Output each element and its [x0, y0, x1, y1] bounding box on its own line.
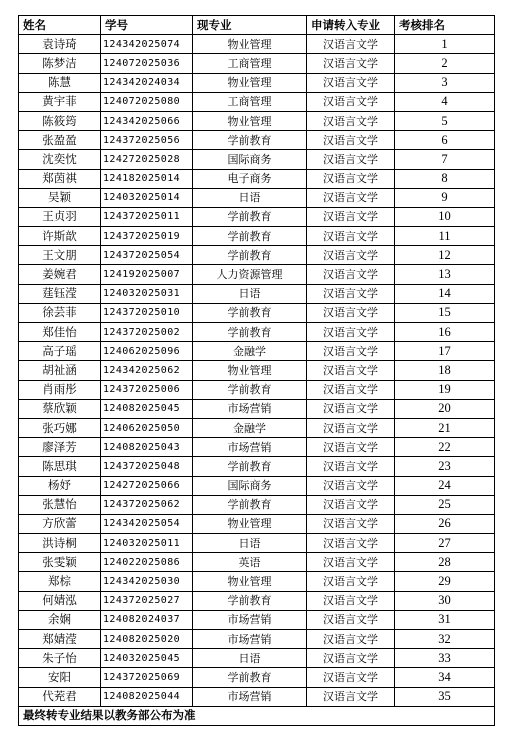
cell-applied-major: 汉语言文学	[307, 399, 395, 418]
cell-applied-major: 汉语言文学	[307, 227, 395, 246]
cell-applied-major: 汉语言文学	[307, 476, 395, 495]
cell-name: 高子瑶	[19, 342, 101, 361]
cell-rank: 12	[395, 246, 495, 265]
cell-applied-major: 汉语言文学	[307, 131, 395, 150]
cell-name: 郑佳怡	[19, 323, 101, 342]
cell-current-major: 日语	[193, 534, 307, 553]
cell-current-major: 日语	[193, 649, 307, 668]
cell-rank: 6	[395, 131, 495, 150]
header-name: 姓名	[19, 16, 101, 35]
cell-current-major: 学前教育	[193, 457, 307, 476]
table-row	[19, 73, 495, 92]
cell-current-major: 市场营销	[193, 438, 307, 457]
table-row	[19, 111, 495, 130]
cell-applied-major: 汉语言文学	[307, 553, 395, 572]
table-row	[19, 572, 495, 591]
cell-current-major: 学前教育	[193, 668, 307, 687]
cell-applied-major: 汉语言文学	[307, 73, 395, 92]
cell-name: 何婧泓	[19, 591, 101, 610]
table-row	[19, 150, 495, 169]
cell-name: 许斯歆	[19, 227, 101, 246]
cell-rank: 9	[395, 188, 495, 207]
table-row	[19, 227, 495, 246]
cell-student-id: 124372025019	[101, 227, 193, 246]
cell-name: 张盈盈	[19, 131, 101, 150]
cell-applied-major: 汉语言文学	[307, 323, 395, 342]
cell-rank: 28	[395, 553, 495, 572]
footer-row	[19, 706, 495, 725]
cell-applied-major: 汉语言文学	[307, 495, 395, 514]
cell-name: 陈筱筠	[19, 111, 101, 130]
table-row	[19, 418, 495, 437]
cell-rank: 27	[395, 534, 495, 553]
cell-student-id: 124072025036	[101, 54, 193, 73]
cell-current-major: 学前教育	[193, 323, 307, 342]
cell-name: 洪诗桐	[19, 534, 101, 553]
cell-name: 徐芸菲	[19, 303, 101, 322]
cell-current-major: 市场营销	[193, 630, 307, 649]
table-row	[19, 476, 495, 495]
cell-applied-major: 汉语言文学	[307, 572, 395, 591]
cell-current-major: 市场营销	[193, 399, 307, 418]
cell-name: 袁诗琦	[19, 35, 101, 54]
cell-current-major: 物业管理	[193, 572, 307, 591]
cell-current-major: 学前教育	[193, 303, 307, 322]
table-row	[19, 495, 495, 514]
cell-student-id: 124342024034	[101, 73, 193, 92]
cell-name: 黄宇菲	[19, 92, 101, 111]
cell-rank: 14	[395, 284, 495, 303]
transfer-ranking-table	[18, 15, 495, 726]
cell-applied-major: 汉语言文学	[307, 630, 395, 649]
cell-rank: 8	[395, 169, 495, 188]
table-row	[19, 303, 495, 322]
cell-applied-major: 汉语言文学	[307, 649, 395, 668]
cell-applied-major: 汉语言文学	[307, 303, 395, 322]
header-current-major: 现专业	[193, 16, 307, 35]
cell-rank: 19	[395, 380, 495, 399]
cell-rank: 17	[395, 342, 495, 361]
cell-rank: 13	[395, 265, 495, 284]
cell-name: 廖泽芳	[19, 438, 101, 457]
table-row	[19, 610, 495, 629]
cell-applied-major: 汉语言文学	[307, 342, 395, 361]
cell-name: 蔡欣颖	[19, 399, 101, 418]
cell-student-id: 124082025044	[101, 687, 193, 706]
footer-note: 最终转专业结果以教务部公布为准	[19, 706, 495, 725]
table-row	[19, 342, 495, 361]
table-row	[19, 246, 495, 265]
cell-applied-major: 汉语言文学	[307, 284, 395, 303]
cell-name: 郑棕	[19, 572, 101, 591]
header-applied-major: 申请转入专业	[307, 16, 395, 35]
cell-rank: 4	[395, 92, 495, 111]
cell-current-major: 学前教育	[193, 131, 307, 150]
cell-applied-major: 汉语言文学	[307, 534, 395, 553]
cell-rank: 29	[395, 572, 495, 591]
cell-applied-major: 汉语言文学	[307, 150, 395, 169]
cell-name: 莛钰滢	[19, 284, 101, 303]
table-row	[19, 399, 495, 418]
cell-name: 胡祉涵	[19, 361, 101, 380]
table-row	[19, 54, 495, 73]
cell-rank: 11	[395, 227, 495, 246]
cell-applied-major: 汉语言文学	[307, 207, 395, 226]
cell-name: 张巧娜	[19, 418, 101, 437]
cell-rank: 10	[395, 207, 495, 226]
cell-rank: 15	[395, 303, 495, 322]
table-row	[19, 131, 495, 150]
cell-applied-major: 汉语言文学	[307, 418, 395, 437]
cell-applied-major: 汉语言文学	[307, 35, 395, 54]
cell-student-id: 124272025028	[101, 150, 193, 169]
cell-current-major: 工商管理	[193, 54, 307, 73]
cell-student-id: 124082025043	[101, 438, 193, 457]
cell-student-id: 124372025027	[101, 591, 193, 610]
cell-current-major: 物业管理	[193, 514, 307, 533]
cell-name: 杨妤	[19, 476, 101, 495]
cell-student-id: 124372025006	[101, 380, 193, 399]
cell-rank: 32	[395, 630, 495, 649]
cell-applied-major: 汉语言文学	[307, 246, 395, 265]
cell-rank: 3	[395, 73, 495, 92]
cell-applied-major: 汉语言文学	[307, 361, 395, 380]
cell-current-major: 学前教育	[193, 591, 307, 610]
cell-applied-major: 汉语言文学	[307, 169, 395, 188]
header-student-id: 学号	[101, 16, 193, 35]
cell-student-id: 124062025050	[101, 418, 193, 437]
cell-rank: 16	[395, 323, 495, 342]
table-row	[19, 630, 495, 649]
cell-rank: 22	[395, 438, 495, 457]
cell-applied-major: 汉语言文学	[307, 188, 395, 207]
cell-current-major: 市场营销	[193, 610, 307, 629]
cell-rank: 20	[395, 399, 495, 418]
cell-student-id: 124372025054	[101, 246, 193, 265]
cell-student-id: 124032025045	[101, 649, 193, 668]
cell-applied-major: 汉语言文学	[307, 438, 395, 457]
cell-name: 姜婉君	[19, 265, 101, 284]
cell-name: 王文朋	[19, 246, 101, 265]
cell-applied-major: 汉语言文学	[307, 111, 395, 130]
cell-current-major: 电子商务	[193, 169, 307, 188]
cell-student-id: 124372025048	[101, 457, 193, 476]
cell-current-major: 学前教育	[193, 246, 307, 265]
cell-name: 安阳	[19, 668, 101, 687]
cell-applied-major: 汉语言文学	[307, 457, 395, 476]
cell-student-id: 124342025062	[101, 361, 193, 380]
cell-student-id: 124182025014	[101, 169, 193, 188]
cell-student-id: 124372025056	[101, 131, 193, 150]
cell-rank: 26	[395, 514, 495, 533]
cell-name: 王贞羽	[19, 207, 101, 226]
header-row	[19, 16, 495, 35]
cell-name: 郑茵祺	[19, 169, 101, 188]
cell-applied-major: 汉语言文学	[307, 92, 395, 111]
table-row	[19, 591, 495, 610]
cell-applied-major: 汉语言文学	[307, 591, 395, 610]
cell-rank: 30	[395, 591, 495, 610]
table-row	[19, 361, 495, 380]
table-row	[19, 457, 495, 476]
cell-student-id: 124342025030	[101, 572, 193, 591]
cell-applied-major: 汉语言文学	[307, 610, 395, 629]
cell-rank: 5	[395, 111, 495, 130]
cell-current-major: 国际商务	[193, 150, 307, 169]
cell-student-id: 124192025007	[101, 265, 193, 284]
cell-name: 朱子怡	[19, 649, 101, 668]
cell-applied-major: 汉语言文学	[307, 54, 395, 73]
cell-current-major: 金融学	[193, 418, 307, 437]
cell-student-id: 124372025002	[101, 323, 193, 342]
cell-rank: 2	[395, 54, 495, 73]
cell-applied-major: 汉语言文学	[307, 687, 395, 706]
header-rank: 考核排名	[395, 16, 495, 35]
table-row	[19, 438, 495, 457]
table-row	[19, 323, 495, 342]
cell-name: 沈奕忱	[19, 150, 101, 169]
table-row	[19, 687, 495, 706]
cell-current-major: 日语	[193, 284, 307, 303]
cell-rank: 33	[395, 649, 495, 668]
cell-current-major: 物业管理	[193, 361, 307, 380]
cell-rank: 25	[395, 495, 495, 514]
cell-student-id: 124032025031	[101, 284, 193, 303]
cell-rank: 1	[395, 35, 495, 54]
cell-rank: 21	[395, 418, 495, 437]
cell-name: 余娴	[19, 610, 101, 629]
table-row	[19, 169, 495, 188]
cell-current-major: 学前教育	[193, 207, 307, 226]
cell-rank: 35	[395, 687, 495, 706]
cell-applied-major: 汉语言文学	[307, 265, 395, 284]
cell-student-id: 124372025011	[101, 207, 193, 226]
cell-rank: 24	[395, 476, 495, 495]
cell-name: 陈梦洁	[19, 54, 101, 73]
table-row	[19, 668, 495, 687]
cell-student-id: 124082024037	[101, 610, 193, 629]
cell-student-id: 124372025069	[101, 668, 193, 687]
cell-name: 代茺君	[19, 687, 101, 706]
cell-student-id: 124342025074	[101, 35, 193, 54]
cell-current-major: 学前教育	[193, 227, 307, 246]
cell-student-id: 124372025010	[101, 303, 193, 322]
cell-student-id: 124072025080	[101, 92, 193, 111]
cell-current-major: 物业管理	[193, 35, 307, 54]
cell-rank: 7	[395, 150, 495, 169]
cell-rank: 34	[395, 668, 495, 687]
cell-name: 张慧怡	[19, 495, 101, 514]
cell-applied-major: 汉语言文学	[307, 668, 395, 687]
cell-student-id: 124372025062	[101, 495, 193, 514]
cell-name: 陈思琪	[19, 457, 101, 476]
table-row	[19, 534, 495, 553]
cell-current-major: 金融学	[193, 342, 307, 361]
cell-student-id: 124342025054	[101, 514, 193, 533]
cell-name: 吴颖	[19, 188, 101, 207]
table-row	[19, 207, 495, 226]
table-row	[19, 188, 495, 207]
cell-rank: 31	[395, 610, 495, 629]
cell-current-major: 国际商务	[193, 476, 307, 495]
cell-student-id: 124062025096	[101, 342, 193, 361]
cell-current-major: 物业管理	[193, 111, 307, 130]
cell-student-id: 124032025014	[101, 188, 193, 207]
table-row	[19, 92, 495, 111]
table-row	[19, 649, 495, 668]
cell-name: 陈慧	[19, 73, 101, 92]
cell-name: 张雯颖	[19, 553, 101, 572]
cell-current-major: 工商管理	[193, 92, 307, 111]
cell-current-major: 日语	[193, 188, 307, 207]
cell-current-major: 学前教育	[193, 380, 307, 399]
cell-applied-major: 汉语言文学	[307, 514, 395, 533]
cell-student-id: 124022025086	[101, 553, 193, 572]
cell-rank: 23	[395, 457, 495, 476]
cell-current-major: 学前教育	[193, 495, 307, 514]
table-row	[19, 265, 495, 284]
cell-name: 郑婧滢	[19, 630, 101, 649]
table-row	[19, 514, 495, 533]
cell-current-major: 物业管理	[193, 73, 307, 92]
cell-name: 肖雨彤	[19, 380, 101, 399]
cell-current-major: 市场营销	[193, 687, 307, 706]
cell-current-major: 英语	[193, 553, 307, 572]
cell-rank: 18	[395, 361, 495, 380]
cell-student-id: 124272025066	[101, 476, 193, 495]
cell-applied-major: 汉语言文学	[307, 380, 395, 399]
cell-student-id: 124082025020	[101, 630, 193, 649]
cell-student-id: 124082025045	[101, 399, 193, 418]
table-row	[19, 553, 495, 572]
cell-student-id: 124032025011	[101, 534, 193, 553]
table-row	[19, 35, 495, 54]
cell-name: 方欣蕾	[19, 514, 101, 533]
cell-student-id: 124342025066	[101, 111, 193, 130]
table-row	[19, 284, 495, 303]
cell-current-major: 人力资源管理	[193, 265, 307, 284]
table-row	[19, 380, 495, 399]
